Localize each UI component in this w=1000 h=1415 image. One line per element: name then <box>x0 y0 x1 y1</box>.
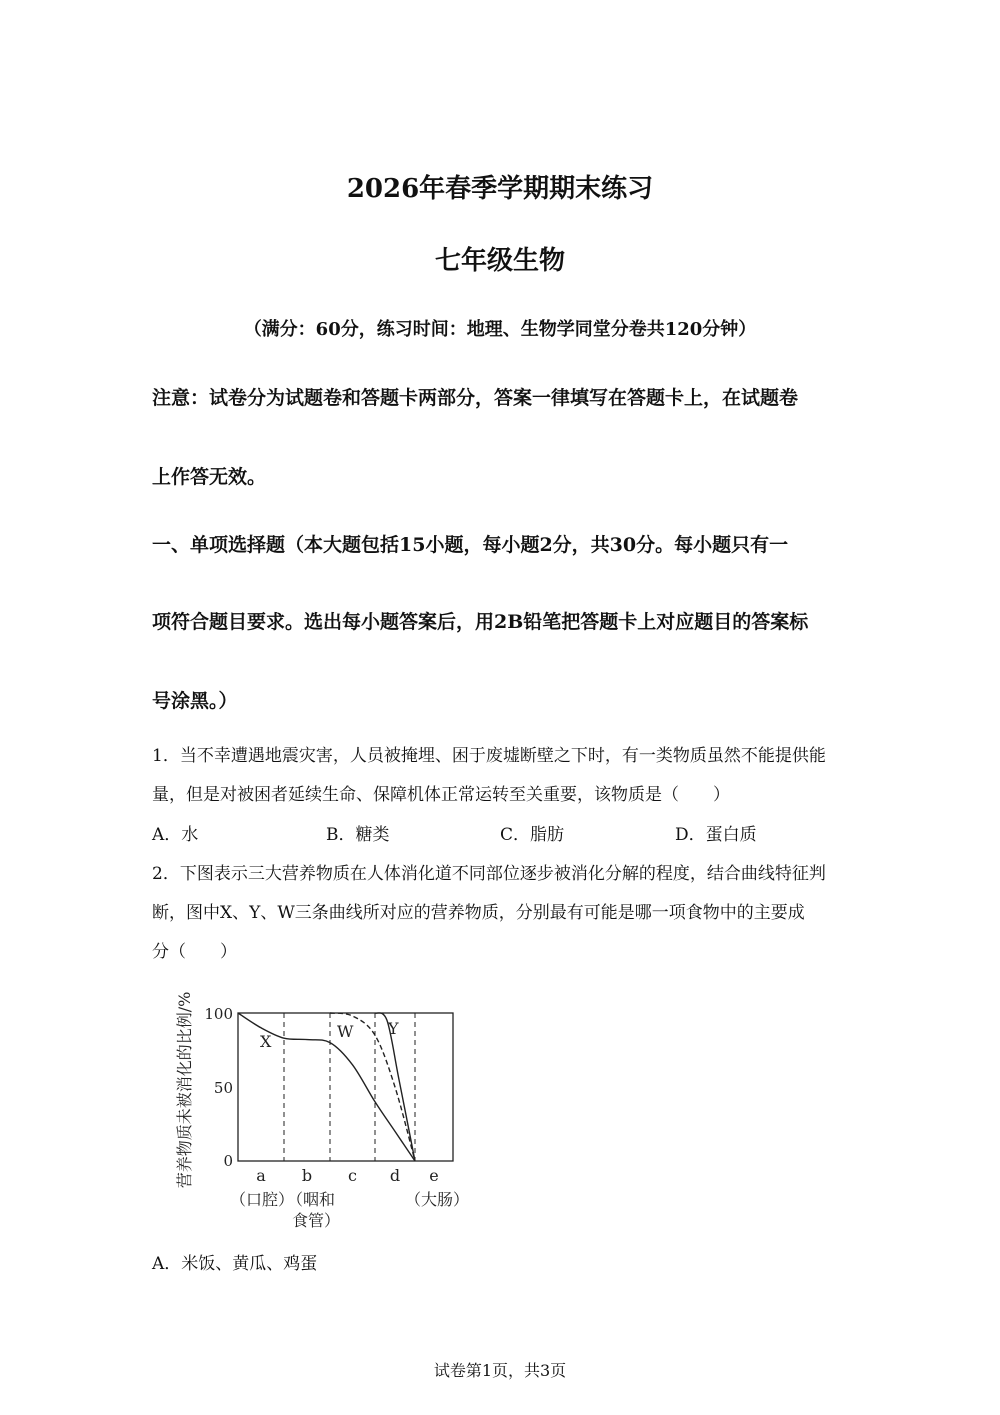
y-tick-50: 50 <box>213 1079 233 1097</box>
q1-option-a: A．水 <box>152 825 199 845</box>
x-tick-c: c <box>348 1166 357 1185</box>
notice-line-2: 上作答无效。 <box>152 466 267 488</box>
y-tick-100: 100 <box>204 1005 233 1023</box>
section1-line-2: 项符合题目要求。选出每小题答案后，用2B铅笔把答题卡上对应题目的答案标 <box>152 611 809 633</box>
x-sub-pharynx: （咽和 <box>287 1190 336 1209</box>
page-footer: 试卷第1页，共3页 <box>433 1361 567 1380</box>
section1-line-1: 一、单项选择题（本大题包括15小题，每小题2分，共30分。每小题只有一 <box>152 534 789 556</box>
q1-option-c: C．脂肪 <box>500 825 565 845</box>
x-sub-large-intestine: （大肠） <box>405 1190 470 1209</box>
series-label-w: W <box>337 1022 354 1041</box>
series-label-y: Y <box>388 1019 399 1038</box>
section1-line-3: 号涂黑。） <box>152 690 238 712</box>
q1-line-1: 1．当不幸遭遇地震灾害，人员被掩埋、困于废墟断壁之下时，有一类物质虽然不能提供能 <box>152 746 826 766</box>
x-tick-e: e <box>429 1166 439 1185</box>
q2-option-a: A．米饭、黄瓜、鸡蛋 <box>152 1254 318 1274</box>
y-axis-label: 营养物质未被消化的比例/% <box>175 991 194 1189</box>
q1-option-d: D．蛋白质 <box>675 825 757 845</box>
series-label-x: X <box>260 1032 272 1051</box>
y-tick-0: 0 <box>223 1152 233 1170</box>
q2-line-1: 2．下图表示三大营养物质在人体消化道不同部位逐步被消化分解的程度，结合曲线特征判 <box>152 864 826 884</box>
exam-title: 2026年春季学期期末练习 <box>346 174 654 204</box>
q1-line-2: 量，但是对被困者延续生命、保障机体正常运转至关重要，该物质是（ ） <box>152 785 730 805</box>
x-sub-mouth: （口腔） <box>230 1190 295 1209</box>
x-tick-a: a <box>256 1166 266 1185</box>
x-tick-d: d <box>389 1166 401 1185</box>
notice-line-1: 注意：试卷分为试题卷和答题卡两部分，答案一律填写在答题卡上，在试题卷 <box>152 387 799 409</box>
digestion-chart <box>160 970 500 1235</box>
exam-info: （满分：60分，练习时间：地理、生物学同堂分卷共120分钟） <box>243 319 757 340</box>
x-tick-labels <box>256 1166 439 1185</box>
exam-subject: 七年级生物 <box>434 246 565 276</box>
x-tick-b: b <box>301 1166 313 1185</box>
q1-option-b: B．糖类 <box>326 825 390 845</box>
x-sub-esophagus: 食管） <box>292 1211 341 1230</box>
q2-line-3: 分（ ） <box>152 942 237 962</box>
q2-line-2: 断，图中X、Y、W三条曲线所对应的营养物质，分别最有可能是哪一项食物中的主要成 <box>152 903 805 923</box>
